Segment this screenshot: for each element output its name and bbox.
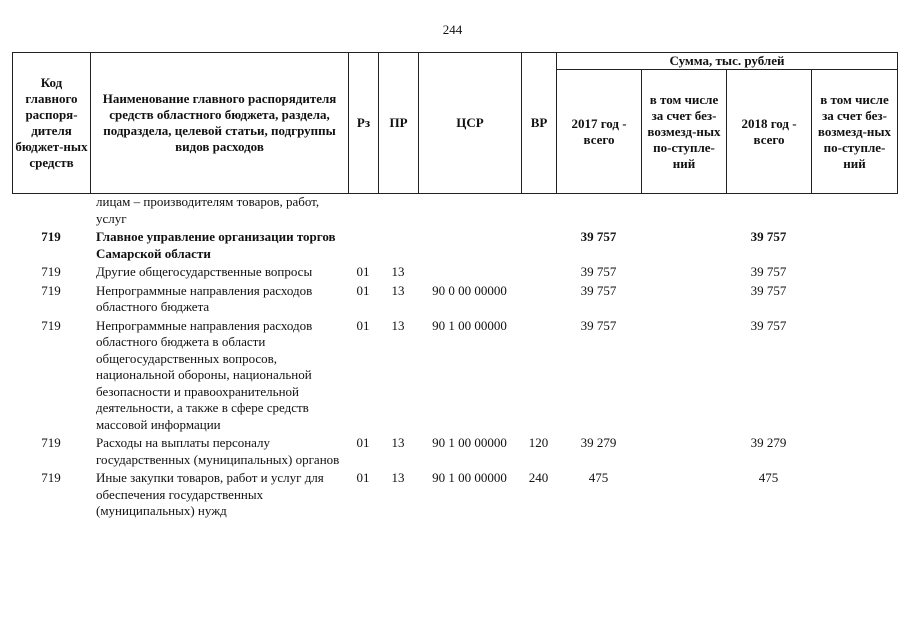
table-row	[12, 194, 897, 227]
cell-csr: 90 0 00 00000	[432, 282, 507, 298]
header-csr: ЦСР	[419, 53, 522, 194]
cell-pr: 13	[391, 435, 405, 450]
cell-vr: 120	[528, 435, 549, 450]
table-row	[12, 227, 897, 262]
cell-pr: 13	[391, 264, 405, 279]
cell-2018-total: 39 757	[750, 264, 787, 279]
cell-vr	[521, 194, 556, 227]
cell-csr: 90 1 00 00000	[432, 317, 507, 333]
table-body	[12, 194, 897, 520]
cell-2017-total: 39 757	[580, 317, 617, 333]
cell-pr	[378, 227, 418, 262]
cell-name: Иные закупки товаров, работ и услуг для обеспечения государственных (муниципальных) нужд	[96, 470, 324, 518]
cell-2017-free	[641, 262, 726, 281]
cell-2018-total: 39 757	[750, 282, 787, 298]
header-2018-free: в том числе за счет без-возмезд-ных по-ступле-ний	[812, 70, 898, 194]
cell-code: 719	[41, 317, 61, 333]
cell-rz	[348, 227, 378, 262]
table-row	[12, 281, 897, 316]
cell-2017-free	[641, 227, 726, 262]
page-number: 244	[442, 22, 463, 37]
cell-code: 719	[41, 264, 61, 279]
cell-code: 719	[41, 470, 61, 485]
cell-csr	[418, 194, 521, 227]
cell-code: 719	[41, 282, 61, 298]
cell-rz: 01	[356, 470, 370, 485]
cell-2018-total: 475	[758, 470, 779, 485]
header-code: Код главного распоря-дителя бюджет-ных средств	[13, 53, 91, 194]
header-2018-total: 2018 год - всего	[727, 70, 812, 194]
cell-rz: 01	[356, 317, 370, 333]
cell-rz: 01	[356, 435, 370, 450]
cell-vr	[521, 262, 556, 281]
cell-2018-total: 39 757	[750, 317, 787, 333]
header-name: Наименование главного распорядителя средств областного бюджета, раздела, подраздела, целевой статьи, подгруппы видов расходов	[91, 53, 349, 194]
cell-csr	[418, 262, 521, 281]
cell-2017-free	[641, 316, 726, 434]
cell-vr: 240	[528, 470, 549, 485]
cell-2018-total: 39 279	[750, 435, 787, 450]
header-pr: ПР	[379, 53, 419, 194]
cell-2017-total: 39 279	[580, 435, 617, 450]
cell-pr	[378, 194, 418, 227]
header-sum: Сумма, тыс. рублей	[557, 53, 898, 70]
table-header	[12, 52, 898, 194]
cell-2017-free	[641, 281, 726, 316]
cell-2018-free	[811, 316, 897, 434]
cell-name: Расходы на выплаты персоналу государственных (муниципальных) органов	[96, 435, 340, 467]
cell-pr: 13	[391, 317, 405, 333]
cell-code	[12, 194, 90, 227]
cell-csr: 90 1 00 00000	[432, 470, 507, 485]
cell-2017-free	[641, 468, 726, 520]
cell-2018-free	[811, 262, 897, 281]
header-2017-free: в том числе за счет без-возмезд-ных по-ступле-ний	[642, 70, 727, 194]
cell-2018-free	[811, 194, 897, 227]
cell-2017-total: 39 757	[580, 229, 617, 244]
cell-code: 719	[41, 435, 61, 450]
cell-2017-total: 39 757	[580, 282, 617, 298]
cell-pr: 13	[391, 470, 405, 485]
header-2017-total: 2017 год - всего	[557, 70, 642, 194]
table-row	[12, 262, 897, 281]
cell-rz	[348, 194, 378, 227]
cell-vr	[521, 281, 556, 316]
cell-name: Непрограммные направления расходов областного бюджета в области общегосударственных вопросов, национальной обороны, национальной безопасности и правоохранительной деятельности, а также в сфере средств массовой информации	[96, 317, 313, 432]
table-row	[12, 468, 897, 520]
cell-code: 719	[41, 229, 61, 244]
cell-2018-free	[811, 433, 897, 468]
cell-2017-total: 475	[588, 470, 609, 485]
cell-2017-free	[641, 194, 726, 227]
cell-vr	[521, 316, 556, 434]
cell-csr: 90 1 00 00000	[432, 435, 507, 450]
cell-2018-total	[726, 194, 811, 227]
cell-name: Другие общегосударственные вопросы	[96, 264, 313, 279]
cell-2018-free	[811, 281, 897, 316]
cell-2017-total	[556, 194, 641, 227]
cell-rz: 01	[356, 282, 370, 298]
cell-name: Главное управление организации торгов Самарской области	[96, 229, 336, 261]
cell-csr	[418, 227, 521, 262]
cell-2017-free	[641, 433, 726, 468]
header-vr: ВР	[522, 53, 557, 194]
table-rows	[12, 194, 897, 520]
table-row	[12, 433, 897, 468]
cell-name: лицам – производителям товаров, работ, услуг	[96, 194, 320, 226]
cell-vr	[521, 227, 556, 262]
cell-2018-free	[811, 468, 897, 520]
cell-rz: 01	[356, 264, 370, 279]
cell-2018-total: 39 757	[750, 229, 787, 244]
table-row	[12, 316, 897, 434]
cell-pr: 13	[391, 282, 405, 298]
cell-2017-total: 39 757	[580, 264, 617, 279]
header-rz: Рз	[349, 53, 379, 194]
cell-name: Непрограммные направления расходов областного бюджета	[96, 282, 313, 314]
cell-2018-free	[811, 227, 897, 262]
